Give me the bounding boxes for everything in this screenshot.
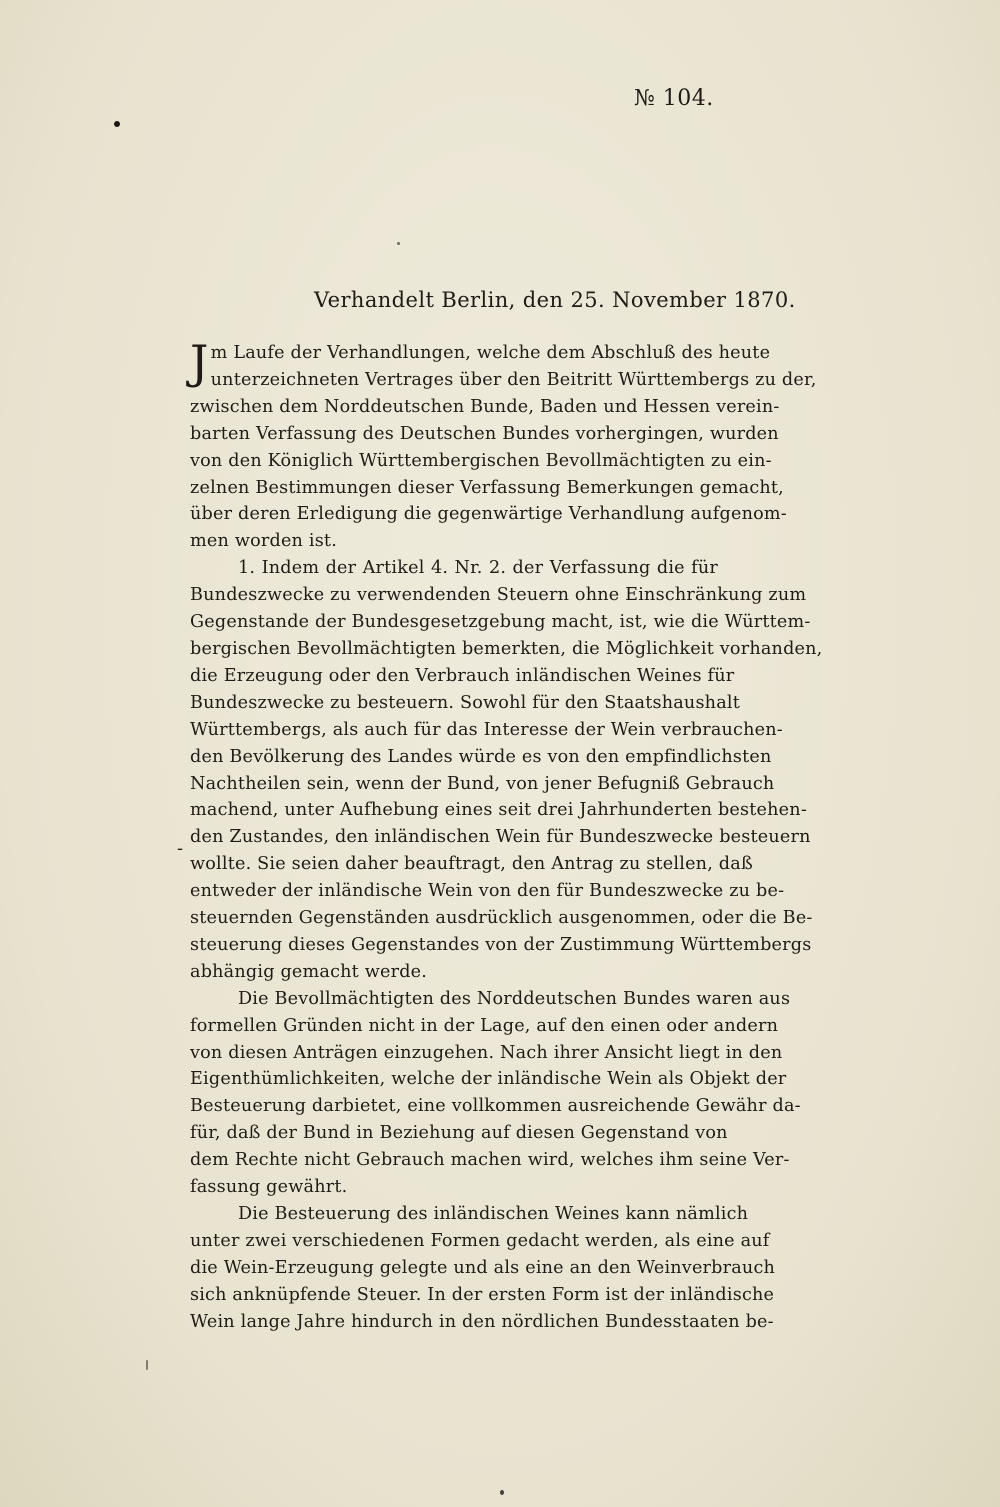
text-line: Wein lange Jahre hindurch in den nördlichen Bundesstaaten be-: [190, 1311, 774, 1332]
ink-speck: [397, 242, 400, 245]
text-line: die Wein-Erzeugung gelegte und als eine an den Weinverbrauch: [190, 1257, 776, 1278]
text-line: m Laufe der Verhandlungen, welche dem Abschluß des heute: [210, 343, 771, 363]
text-line: von diesen Anträgen einzugehen. Nach ihrer Ansicht liegt in den: [190, 1042, 783, 1063]
text-line: wollte. Sie seien daher beauftragt, den Antrag zu stellen, daß: [190, 854, 753, 875]
text-line: Nachtheilen sein, wenn der Bund, von jener Befugniß Gebrauch: [190, 773, 775, 794]
text-line: sich anknüpfende Steuer. In der ersten Form ist der inländische: [190, 1284, 775, 1305]
text-line: den Zustandes, den inländischen Wein für Bundeszwecke besteuern: [190, 827, 811, 848]
text-line: steuernden Gegenständen ausdrücklich ausgenommen, oder die Be-: [190, 908, 813, 929]
text-line: steuerung dieses Gegenstandes von der Zustimmung Württembergs: [190, 934, 812, 955]
text-line: formellen Gründen nicht in der Lage, auf den einen oder andern: [190, 1015, 779, 1036]
text-line: Eigenthümlichkeiten, welche der inländische Wein als Objekt der: [190, 1069, 787, 1090]
text-line: unterzeichneten Vertrages über den Beitritt Württembergs zu der,: [210, 369, 817, 390]
text-line: barten Verfassung des Deutschen Bundes vorhergingen, wurden: [190, 423, 779, 444]
text-line: entweder der inländische Wein von den für Bundeszwecke zu be-: [190, 881, 785, 902]
text-line: über deren Erledigung die gegenwärtige Verhandlung aufgenom-: [190, 504, 787, 525]
page-number: № 104.: [634, 86, 714, 111]
text-line: Bundeszwecke zu besteuern. Sowohl für den Staatshaushalt: [190, 692, 740, 713]
text-line: den Bevölkerung des Landes würde es von den empfindlichsten: [190, 746, 772, 767]
text-line: Besteuerung darbietet, eine vollkommen ausreichende Gewähr da-: [190, 1096, 801, 1117]
text-line: Württembergs, als auch für das Interesse der Wein verbrauchen-: [190, 719, 783, 740]
text-line: für, daß der Bund in Beziehung auf diesen Gegenstand von: [190, 1123, 728, 1144]
text-line: von den Königlich Württembergischen Bevollmächtigten zu ein-: [190, 450, 772, 471]
ink-speck: [114, 121, 120, 127]
text-line: Die Besteuerung des inländischen Weines kann nämlich: [238, 1204, 749, 1224]
text-line: abhängig gemacht werde.: [190, 961, 428, 982]
text-line: Gegenstande der Bundesgesetzgebung macht, ist, wie die Württem-: [190, 612, 811, 633]
document-heading: Verhandelt Berlin, den 25. November 1870.: [314, 288, 796, 312]
text-line: 1. Indem der Artikel 4. Nr. 2. der Verfassung die für: [238, 558, 718, 579]
text-line: bergischen Bevollmächtigten bemerkten, die Möglichkeit vorhanden,: [190, 638, 823, 659]
drop-cap: J: [190, 335, 209, 389]
text-line: Bundeszwecke zu verwendenden Steuern ohne Einschränkung zum: [190, 585, 807, 606]
text-line: Die Bevollmächtigten des Norddeutschen Bundes waren aus: [238, 988, 791, 1009]
text-line: fassung gewährt.: [190, 1177, 348, 1198]
body-text: [190, 335, 823, 1336]
text-line: men worden ist.: [190, 531, 337, 552]
text-line: zelnen Bestimmungen dieser Verfassung Bemerkungen gemacht,: [190, 477, 784, 498]
text-line: machend, unter Aufhebung eines seit drei Jahrhunderten bestehen-: [190, 800, 807, 821]
text-line: unter zwei verschiedenen Formen gedacht werden, als eine auf: [190, 1230, 770, 1251]
margin-hyphen: -: [177, 838, 184, 859]
text-line: die Erzeugung oder den Verbrauch inländischen Weines für: [190, 665, 735, 686]
text-line: dem Rechte nicht Gebrauch machen wird, welches ihm seine Ver-: [190, 1150, 790, 1171]
show-through-text: [360, 120, 780, 370]
text-line: zwischen dem Norddeutschen Bunde, Baden und Hessen verein-: [190, 396, 780, 417]
ink-speck: [500, 1490, 504, 1495]
ink-speck: [146, 1360, 148, 1370]
